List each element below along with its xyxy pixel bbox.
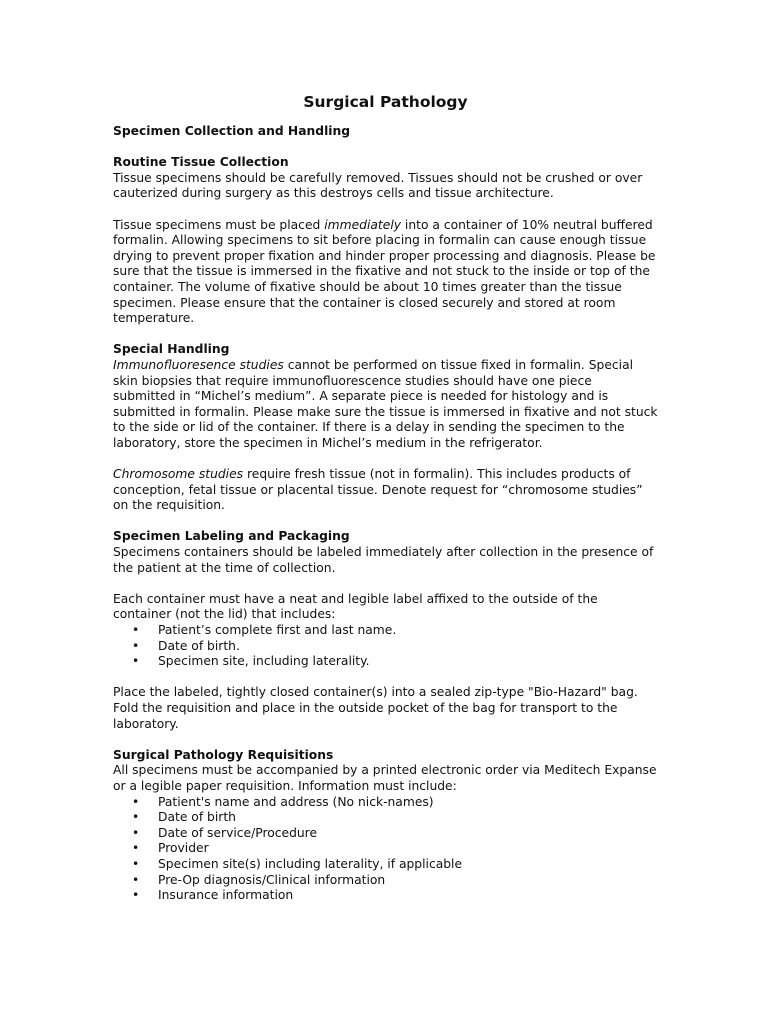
bullet-icon: • bbox=[132, 654, 140, 669]
list-item bbox=[113, 888, 658, 904]
special-p2-emphasis: Chromosome studies bbox=[113, 467, 244, 482]
labeling-heading: Specimen Labeling and Packaging bbox=[113, 529, 350, 544]
list-item bbox=[113, 857, 658, 873]
list-item bbox=[113, 873, 658, 889]
list-item-text: Specimen site, including laterality. bbox=[158, 654, 370, 669]
list-item-text: Date of service/Procedure bbox=[158, 825, 318, 840]
bullet-icon: • bbox=[132, 794, 140, 809]
bullet-icon: • bbox=[132, 810, 140, 825]
labeling-paragraph-2: Each container must have a neat and legible label affixed to the outside of the container (not the lid) that includes: bbox=[113, 591, 598, 622]
requisitions-paragraph-1: All specimens must be accompanied by a printed electronic order via Meditech Expanse or a legible paper requisition. Information must include: bbox=[113, 763, 657, 793]
label-requirements-list bbox=[113, 623, 658, 670]
bullet-icon: • bbox=[132, 825, 140, 840]
routine-p2-emphasis: immediately bbox=[324, 217, 402, 232]
list-item-text: Insurance information bbox=[158, 888, 294, 903]
routine-heading: Routine Tissue Collection bbox=[113, 155, 289, 170]
routine-p2-after: into a container of 10% neutral buffered formalin. Allowing specimens to sit before placing in formalin can cause enough tissue drying to prevent proper fixation and hinder proper processing and diagnosis. Please be sure that the tissue is immersed in the fixative and not stuck to the inside or top of the container. The volume of fixative should be about 10 times greater than the tissue specimen. Please ensure that the container is closed securely and stored at room temperature. bbox=[113, 217, 656, 326]
list-item-text: Provider bbox=[158, 841, 209, 856]
document-page bbox=[113, 92, 658, 904]
bullet-icon: • bbox=[132, 888, 140, 903]
list-item-text: Date of birth bbox=[158, 810, 236, 825]
list-item bbox=[113, 639, 658, 655]
section-heading: Specimen Collection and Handling bbox=[113, 124, 351, 138]
routine-paragraph-1: Tissue specimens should be carefully removed. Tissues should not be crushed or over cauterized during surgery as this destroys cells and tissue architecture. bbox=[113, 170, 643, 201]
labeling-paragraph-1: Specimens containers should be labeled immediately after collection in the presence of the patient at the time of collection. bbox=[113, 545, 654, 575]
list-item-text: Patient's name and address (No nick-names) bbox=[158, 794, 434, 809]
list-item-text: Patient’s complete first and last name. bbox=[158, 623, 397, 637]
bullet-icon: • bbox=[132, 638, 140, 653]
list-item bbox=[113, 623, 658, 639]
list-item-text: Specimen site(s) including laterality, if applicable bbox=[158, 856, 463, 871]
list-item bbox=[113, 826, 658, 842]
list-item-text: Pre-Op diagnosis/Clinical information bbox=[158, 872, 386, 887]
list-item bbox=[113, 795, 658, 811]
special-paragraph-2 bbox=[113, 467, 658, 514]
list-item bbox=[113, 810, 658, 826]
special-p1-after: cannot be performed on tissue fixed in formalin. Special skin biopsies that require immunofluorescence studies should have one piece submitted in “Michel’s medium”. A separate piece is needed for histology and is submitted in formalin. Please make sure the tissue is immersed in fixative and not stuck to the side or lid of the container. If there is a delay in sending the specimen to the laboratory, store the specimen in Michel’s medium in the refrigerator. bbox=[113, 357, 658, 450]
bullet-icon: • bbox=[132, 856, 140, 871]
bullet-icon: • bbox=[132, 872, 140, 887]
special-p2-after: require fresh tissue (not in formalin). This includes products of conception, fetal tissue or placental tissue. Denote request for “chromosome studies” on the requisition. bbox=[113, 467, 643, 513]
list-item-text: Date of birth. bbox=[158, 638, 240, 653]
document-title: Surgical Pathology bbox=[303, 93, 468, 111]
bullet-icon: • bbox=[132, 841, 140, 856]
special-p1-emphasis: Immunofluoresence studies bbox=[113, 357, 284, 372]
special-paragraph-1 bbox=[113, 358, 658, 452]
requisitions-heading: Surgical Pathology Requisitions bbox=[113, 747, 334, 762]
routine-p2-before: Tissue specimens must be placed bbox=[113, 217, 325, 232]
labeling-paragraph-3: Place the labeled, tightly closed container(s) into a sealed zip-type "Bio-Hazard" bag. Fold the requisition and place in the outside pocket of the bag for transport to the laboratory. bbox=[113, 685, 638, 731]
list-item bbox=[113, 654, 658, 670]
bullet-icon: • bbox=[132, 623, 140, 637]
list-item bbox=[113, 841, 658, 857]
routine-paragraph-2 bbox=[113, 218, 658, 327]
requisition-info-list bbox=[113, 795, 658, 904]
special-heading: Special Handling bbox=[113, 342, 230, 357]
